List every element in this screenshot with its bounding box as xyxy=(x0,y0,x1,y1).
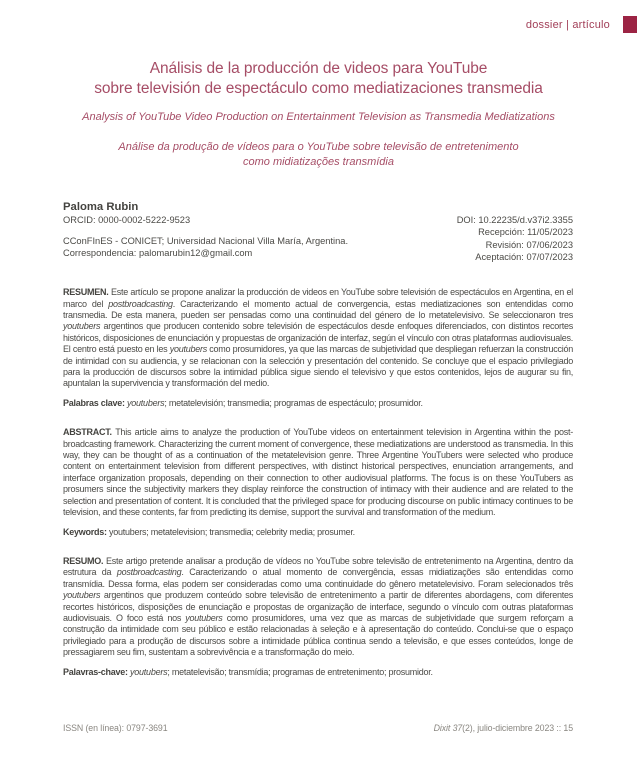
author-name: Paloma Rubin xyxy=(63,201,139,213)
keywords-pt: Palavras-chave: youtubers; metatelevisão; transmídia; programas de entretenimento; prosumidor. xyxy=(63,666,433,677)
author-affiliation: CConFInES - CONICET; Universidad Nacional Villa María, Argentina. xyxy=(63,236,349,246)
author-block xyxy=(63,200,348,259)
byline-block xyxy=(63,200,573,263)
article-title-pt xyxy=(0,140,637,170)
article-title-es xyxy=(0,59,637,99)
abstract-en: ABSTRACT. This article aims to analyze the production of YouTube videos on entertainment television in Argentina within the post-broadcasting framework. Characterizing the current moment of convergence, these mediatizations are understood as transmedia. In this way, they can be thought of as a continuation of the metatelevision genre. Three Argentine YouTubers were selected who produce content on entertainment television from different perspectives, with distinct historical perspectives, enunciation arrangements, and interface organization proposals, depending on their connection to other audiovisual platforms. The focus is on these YouTubers as prosumers since the subjectivity markers they display reinforce the construction of intimacy with their audience and are related to the selection and presentation of content. It is concluded that the privileged space for producing discourse on public intimacy continues to be television, and these contents, far from predicting its demise, support the survival and transformation of the medium. xyxy=(63,427,573,518)
keywords-es: Palabras clave: youtubers; metatelevisión; transmedia; programas de espectáculo; prosumidor. xyxy=(63,397,423,408)
footer-journal-info: Dixit 37(2), julio-diciembre 2023 :: 15 xyxy=(433,723,573,733)
acceptance-date: Aceptación: 07/07/2023 xyxy=(475,251,573,262)
author-correspondence: Correspondencia: palomarubin12@gmail.com xyxy=(63,248,253,258)
title-line: Análisis de la producción de videos para YouTube xyxy=(149,60,488,77)
abstract-es: RESUMEN. Este artículo se propone analizar la producción de videos en YouTube sobre televisión de espectáculos en Argentina, en el marco del postbroadcasting. Caracterizando el momento actual de convergencia, estas mediatizaciones son entendidas como transmedia. De esta manera, pueden ser pensadas como una continuidad del género de lo metatelevisivo. Se seleccionaron tres youtubers argentinos que producen contenido sobre televisión de espectáculos desde enfoques diferenciados, con distintos recortes históricos, disposiciones de enunciación y propuestas de organización de interfaz, según el vínculo con otras plataformas audiovisuales. El centro está puesto en les youtubers como prosumidores, ya que las marcas de subjetividad que despliegan refuerzan la construcción de intimidad con su audiencia, y se relacionan con la selección y presentación del contenido. Se concluye que el espacio privilegiado para la producción de discursos sobre la intimidad pública sigue siendo el televisivo y que estos contenidos, lejos de augurar su fin, apuntalan la supervivencia y transformación del medio. xyxy=(63,287,574,389)
title-line: como midiatizações transmídia xyxy=(242,156,394,168)
revision-date: Revisión: 07/06/2023 xyxy=(485,239,573,250)
title-line: Análise da produção de vídeos para o YouTube sobre televisão de entretenimento xyxy=(118,141,519,153)
article-title-en: Analysis of YouTube Video Production on Entertainment Television as Transmedia Mediatizations xyxy=(82,111,555,123)
page-header xyxy=(0,0,637,33)
doi: DOI: 10.22235/d.v37i2.3355 xyxy=(456,215,573,225)
author-orcid: ORCID: 0000-0002-5222-9523 xyxy=(63,215,191,225)
abstract-pt: RESUMO. Este artigo pretende analisar a produção de vídeos no YouTube sobre televisão de entretenimento na Argentina, dentro da estrutura da postbroadcasting. Caracterizando o atual momento de convergência, essas midiatizações são entendidas como transmídia. Dessa forma, elas podem ser consideradas como uma continuidade do gênero metatelevisivo. Foram selecionados três youtubers argentinos que produzem conteúdo sobre televisão de entretenimento a partir de diferentes abordagens, com diferentes recortes históricos, disposições de enunciação e propostas de organização de interface, segundo o vínculo com outras plataformas audiovisuais. O foco está nos youtubers como prosumidores, uma vez que as marcas de subjetividade que surgem reforçam a construção da intimidade com seu público e estão relacionadas à seleção e à apresentação do conteúdo. Conclui-se que o espaço privilegiado para a produção de discursos sobre a intimidade pública continua sendo a televisão, e que esses conteúdos, longe de pressagiarem seu fim, sustentam a sobrevivência e a transformação do meio. xyxy=(63,555,573,658)
article-body xyxy=(0,200,637,678)
reception-date: Recepción: 11/05/2023 xyxy=(478,227,573,238)
title-line: sobre televisión de espectáculo como mediatizaciones transmedia xyxy=(94,80,543,97)
corner-marker xyxy=(623,16,637,33)
page-footer xyxy=(63,723,573,733)
footer-issn: ISSN (en línea): 0797-3691 xyxy=(63,723,168,733)
keywords-en: Keywords: youtubers; metatelevision; transmedia; celebrity media; prosumer. xyxy=(63,526,355,537)
section-label: dossier | artículo xyxy=(525,18,610,31)
article-meta-block xyxy=(457,214,573,263)
